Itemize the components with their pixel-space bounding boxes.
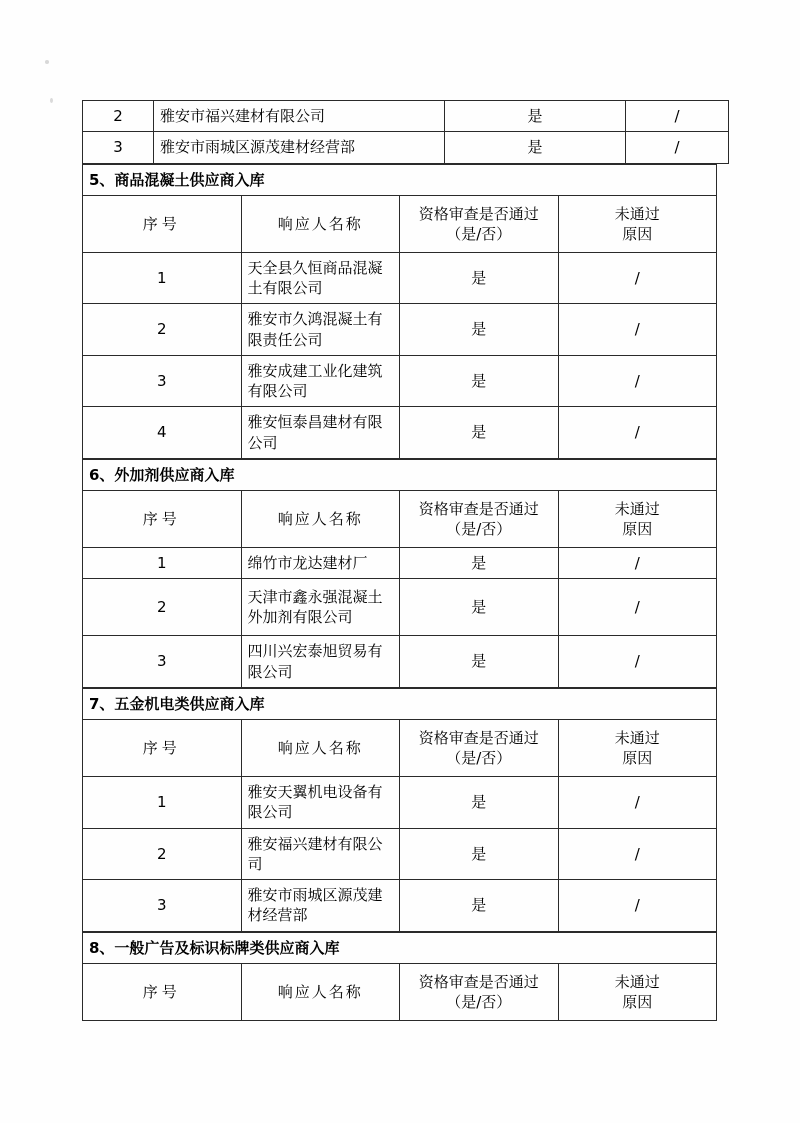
header-reason (558, 963, 717, 1020)
row-pass: 是 (400, 579, 559, 636)
header-pass-line1: 资格审查是否通过 (418, 972, 539, 991)
section-heading-row (83, 932, 717, 963)
row-reason: / (558, 636, 717, 688)
row-reason: / (626, 101, 729, 132)
row-name: 雅安福兴建材有限公司 (241, 828, 400, 880)
header-reason-line1: 未通过 (614, 728, 660, 747)
row-name: 天津市鑫永强混凝土外加剂有限公司 (241, 579, 400, 636)
header-name: 响应人名称 (241, 491, 400, 548)
row-pass: 是 (400, 636, 559, 688)
row-reason: / (558, 579, 717, 636)
section-heading-row (83, 164, 717, 195)
row-pass: 是 (400, 880, 559, 932)
row-name: 绵竹市龙达建材厂 (241, 548, 400, 579)
table-header-row (83, 491, 717, 548)
header-name: 响应人名称 (241, 720, 400, 777)
document-content (82, 100, 717, 1021)
row-index: 2 (83, 304, 242, 356)
header-index: 序号 (83, 491, 242, 548)
row-name: 雅安市久鸿混凝土有限责任公司 (241, 304, 400, 356)
header-pass-line1: 资格审查是否通过 (418, 728, 539, 747)
row-name: 雅安恒泰昌建材有限公司 (241, 407, 400, 459)
table-row (83, 579, 717, 636)
row-pass: 是 (445, 132, 626, 163)
section-heading-7: 7、五金机电类供应商入库 (83, 688, 717, 719)
header-pass (400, 491, 559, 548)
row-name: 天全县久恒商品混凝土有限公司 (241, 252, 400, 304)
row-pass: 是 (445, 101, 626, 132)
row-pass: 是 (400, 252, 559, 304)
header-index: 序号 (83, 195, 242, 252)
table-row (83, 355, 717, 407)
table-section-6 (82, 459, 717, 688)
row-index: 1 (83, 777, 242, 829)
header-reason-line2: 原因 (622, 224, 653, 243)
row-index: 1 (83, 548, 242, 579)
row-reason: / (558, 355, 717, 407)
table-section-7 (82, 688, 717, 932)
header-reason-line1: 未通过 (614, 972, 660, 991)
row-name: 雅安天翼机电设备有限公司 (241, 777, 400, 829)
table-row (83, 777, 717, 829)
header-pass-line2: （是/否） (446, 224, 512, 243)
row-index: 2 (83, 101, 154, 132)
row-reason: / (558, 304, 717, 356)
header-index: 序号 (83, 720, 242, 777)
row-pass: 是 (400, 407, 559, 459)
section-heading-row (83, 688, 717, 719)
table-continued (82, 100, 729, 164)
header-index: 序号 (83, 963, 242, 1020)
table-row (83, 636, 717, 688)
row-index: 3 (83, 880, 242, 932)
header-pass (400, 195, 559, 252)
header-pass (400, 963, 559, 1020)
row-index: 2 (83, 579, 242, 636)
table-row (83, 101, 729, 132)
row-index: 3 (83, 132, 154, 163)
scan-artifact-icon (45, 60, 49, 64)
row-name: 雅安市福兴建材有限公司 (154, 101, 445, 132)
header-reason-line1: 未通过 (614, 204, 660, 223)
header-reason-line2: 原因 (622, 749, 653, 767)
section-heading-6: 6、外加剂供应商入库 (83, 459, 717, 490)
header-reason (558, 720, 717, 777)
header-name: 响应人名称 (241, 963, 400, 1020)
header-pass-line2: （是/否） (446, 520, 512, 538)
table-row (83, 132, 729, 163)
table-section-8 (82, 932, 717, 1021)
table-row (83, 548, 717, 579)
row-name: 四川兴宏泰旭贸易有限公司 (241, 636, 400, 688)
row-index: 3 (83, 355, 242, 407)
header-pass-line2: （是/否） (446, 992, 512, 1011)
row-reason: / (558, 407, 717, 459)
row-pass: 是 (400, 548, 559, 579)
header-reason-line1: 未通过 (614, 499, 660, 518)
row-index: 4 (83, 407, 242, 459)
row-index: 1 (83, 252, 242, 304)
table-header-row (83, 963, 717, 1020)
table-row (83, 407, 717, 459)
table-row (83, 252, 717, 304)
section-heading-row (83, 459, 717, 490)
row-name: 雅安市雨城区源茂建材经营部 (154, 132, 445, 163)
header-pass (400, 720, 559, 777)
row-reason: / (626, 132, 729, 163)
row-index: 3 (83, 636, 242, 688)
row-pass: 是 (400, 304, 559, 356)
header-reason-line2: 原因 (622, 992, 653, 1011)
table-row (83, 880, 717, 932)
header-pass-line1: 资格审查是否通过 (418, 204, 539, 223)
header-reason (558, 491, 717, 548)
header-reason (558, 195, 717, 252)
header-pass-line2: （是/否） (446, 749, 512, 767)
row-name: 雅安市雨城区源茂建材经营部 (241, 880, 400, 932)
header-reason-line2: 原因 (622, 520, 653, 538)
row-reason: / (558, 828, 717, 880)
row-reason: / (558, 252, 717, 304)
table-header-row (83, 720, 717, 777)
row-index: 2 (83, 828, 242, 880)
table-row (83, 828, 717, 880)
scan-artifact-icon (50, 98, 53, 103)
header-pass-line1: 资格审查是否通过 (418, 499, 539, 518)
row-reason: / (558, 880, 717, 932)
table-row (83, 304, 717, 356)
row-reason: / (558, 548, 717, 579)
row-pass: 是 (400, 355, 559, 407)
header-name: 响应人名称 (241, 195, 400, 252)
row-pass: 是 (400, 828, 559, 880)
table-section-5 (82, 164, 717, 459)
row-pass: 是 (400, 777, 559, 829)
section-heading-8: 8、一般广告及标识标牌类供应商入库 (83, 932, 717, 963)
row-reason: / (558, 777, 717, 829)
section-heading-5: 5、商品混凝土供应商入库 (83, 164, 717, 195)
table-header-row (83, 195, 717, 252)
row-name: 雅安成建工业化建筑有限公司 (241, 355, 400, 407)
